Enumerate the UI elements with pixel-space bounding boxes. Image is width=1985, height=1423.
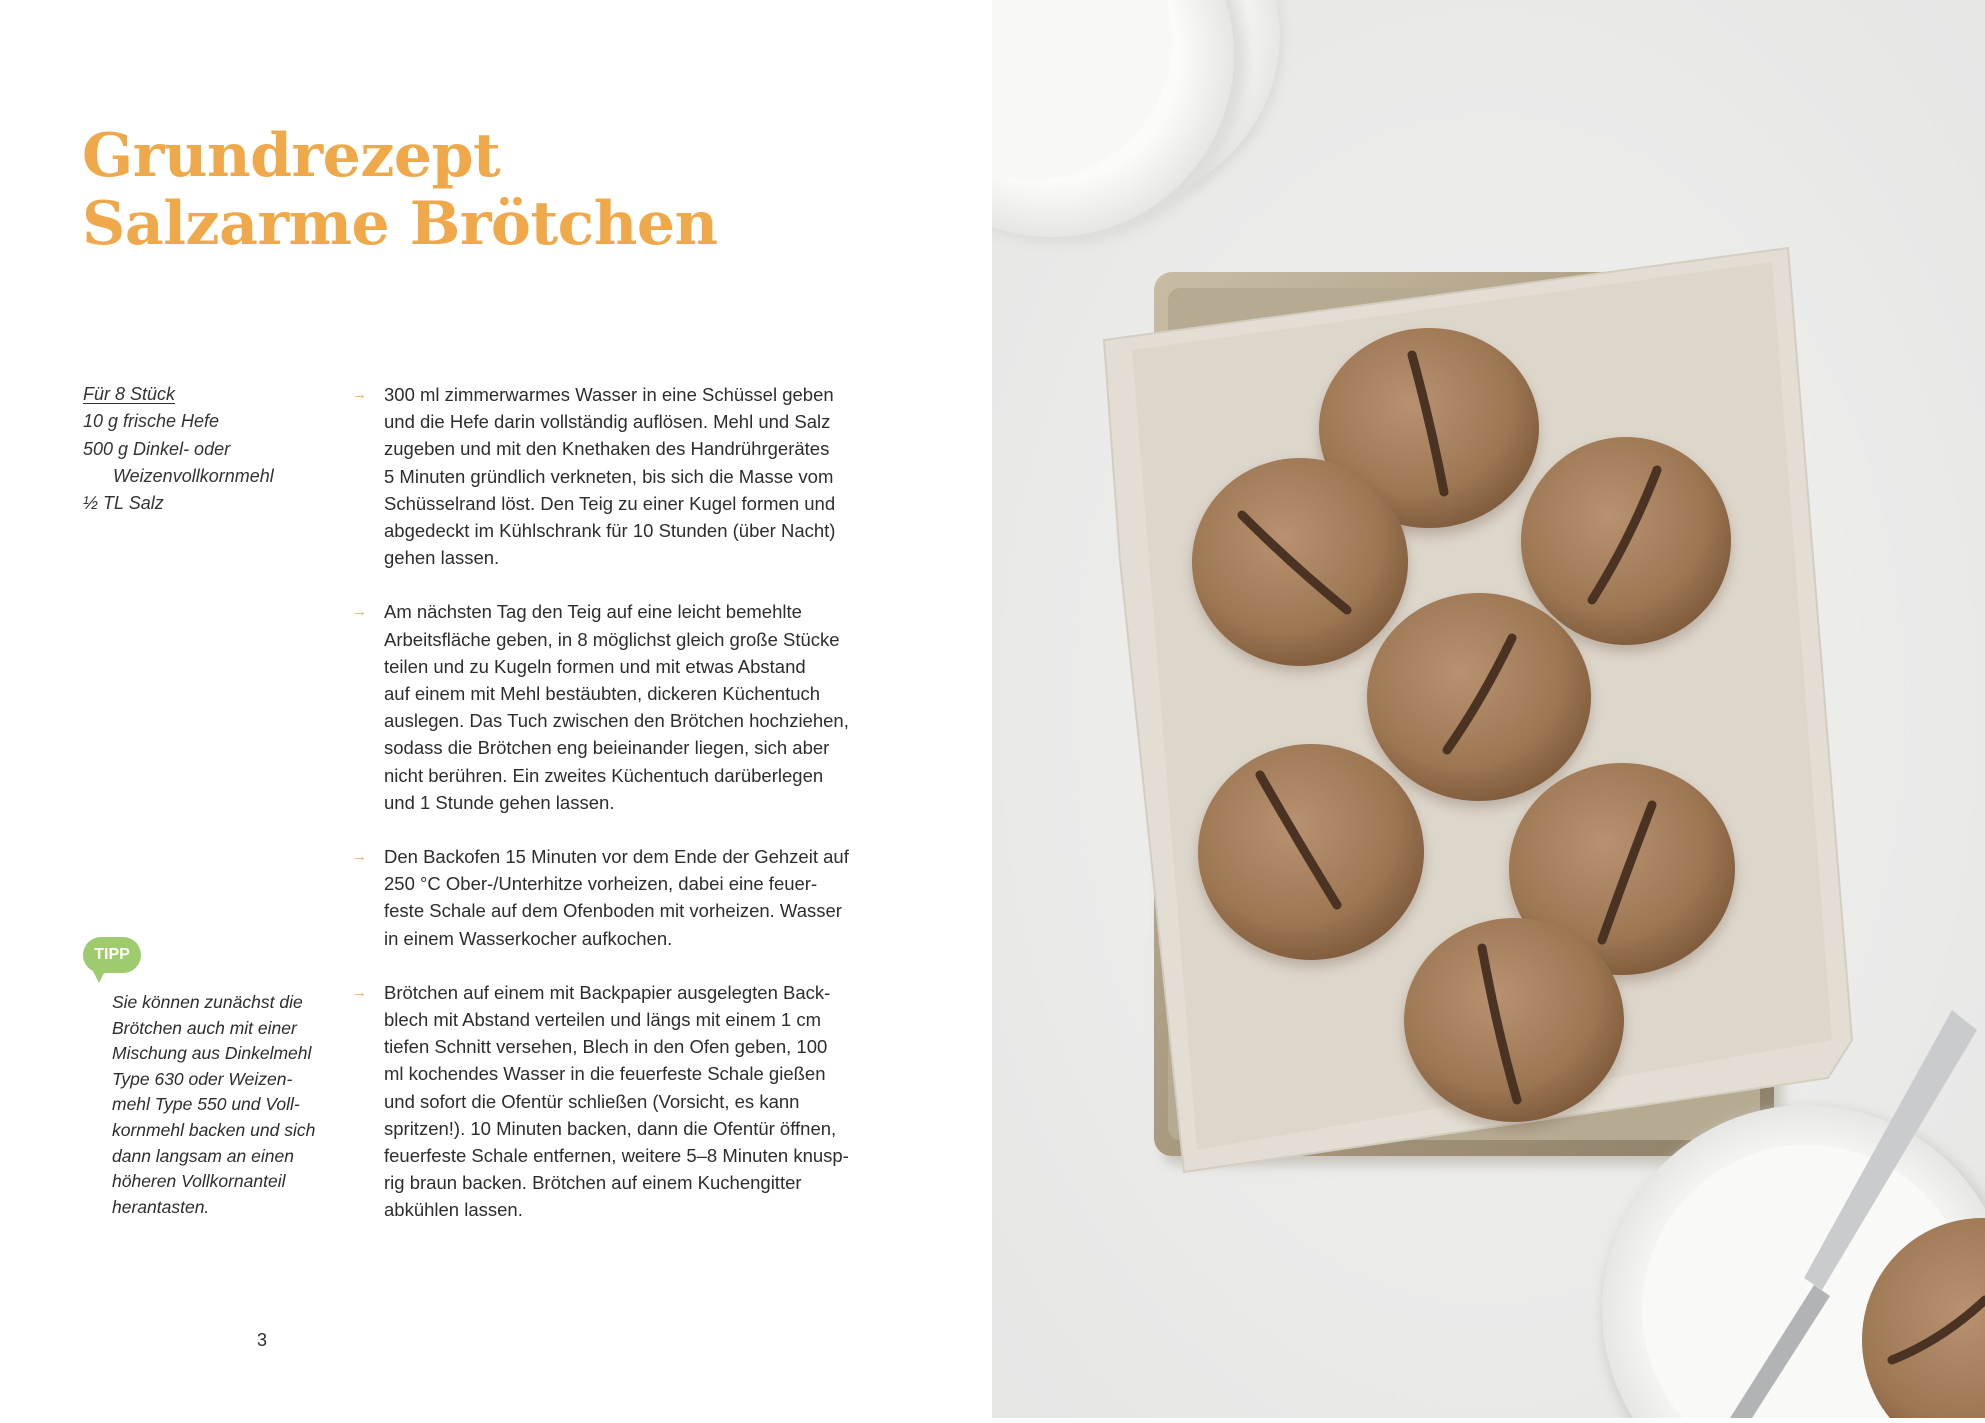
arrow-right-icon: →: [352, 848, 367, 866]
instruction-line: gehen lassen.: [384, 547, 500, 569]
arrow-right-icon: →: [352, 603, 367, 621]
instruction-line: rig braun backen. Brötchen auf einem Kuchengitter: [384, 1172, 802, 1194]
instruction-line: auslegen. Das Tuch zwischen den Brötchen hochziehen,: [384, 710, 849, 732]
arrow-right-icon: →: [352, 386, 367, 403]
bread-roll: [1367, 593, 1591, 808]
tip-line: herantasten.: [112, 1196, 210, 1217]
ingredient-item: 500 g Dinkel- oder: [83, 438, 231, 459]
instruction-line: sodass die Brötchen eng beieinander liegen, sich aber: [384, 737, 830, 759]
bread-roll: [1198, 744, 1424, 967]
tip-line: kornmehl backen und sich: [112, 1119, 316, 1140]
instruction-step: [352, 843, 882, 952]
tip-line: Sie können zunächst die: [112, 992, 303, 1012]
ingredient-item-continuation: Weizenvollkornmehl: [113, 465, 274, 486]
instruction-line: spritzen!). 10 Minuten backen, dann die Ofentür öffnen,: [384, 1117, 837, 1139]
instruction-line: zugeben und mit den Knethaken des Handrührgerätes: [384, 438, 830, 460]
instruction-line: tiefen Schnitt versehen, Blech in den Ofen geben, 100: [384, 1036, 828, 1058]
tip-badge: TIPP: [83, 937, 141, 973]
instruction-line: auf einem mit Mehl bestäubten, dickeren Küchentuch: [384, 683, 821, 705]
instruction-line: blech mit Abstand verteilen und längs mit einem 1 cm: [384, 1009, 822, 1031]
bread-roll: [1404, 918, 1624, 1129]
instruction-line: Schüsselrand löst. Den Teig zu einer Kugel formen und: [384, 492, 836, 514]
instruction-line: feste Schale auf dem Ofenboden mit vorheizen. Wasser: [384, 900, 842, 922]
instruction-line: abkühlen lassen.: [384, 1199, 523, 1221]
yield-label: Für 8 Stück: [83, 384, 176, 404]
instruction-line: feuerfeste Schale entfernen, weitere 5–8 Minuten knusp-: [384, 1145, 849, 1167]
recipe-title-line-2: Salzarme Brötchen: [82, 189, 718, 259]
tip-line: dann langsam an einen: [112, 1145, 294, 1166]
ingredient-item: ½ TL Salz: [83, 493, 164, 514]
tip-line: Mischung aus Dinkelmehl: [112, 1043, 312, 1064]
instruction-line: ml kochendes Wasser in die feuerfeste Schale gießen: [384, 1063, 826, 1085]
instruction-line: 300 ml zimmerwarmes Wasser in eine Schüssel geben: [384, 384, 834, 405]
tip-text: [112, 990, 352, 1220]
instruction-line: Den Backofen 15 Minuten vor dem Ende der Gehzeit auf: [384, 846, 849, 868]
recipe-title-line-1: Grundrezept: [82, 121, 501, 191]
bread-rolls-illustration: [992, 0, 1985, 1418]
tip-line: Type 630 oder Weizen-: [112, 1068, 293, 1089]
bread-rolls-photo: [992, 0, 1985, 1418]
tip-line: mehl Type 550 und Voll-: [112, 1094, 300, 1115]
instruction-line: nicht berühren. Ein zweites Küchentuch darüberlegen: [384, 764, 824, 786]
instruction-line: und die Hefe darin vollständig auflösen. Mehl und Salz: [384, 411, 831, 433]
instruction-line: und 1 Stunde gehen lassen.: [384, 791, 615, 813]
instruction-line: Brötchen auf einem mit Backpapier ausgelegten Back-: [384, 981, 831, 1003]
instruction-step: [352, 598, 882, 816]
instruction-line: in einem Wasserkocher aufkochen.: [384, 927, 673, 949]
bread-roll: [1192, 458, 1408, 672]
instruction-step: [352, 381, 882, 571]
tip-line: Brötchen auch mit einer: [112, 1017, 297, 1038]
arrow-right-icon: →: [352, 983, 367, 1001]
page-number: 3: [257, 1330, 268, 1350]
instruction-line: 250 °C Ober-/Unterhitze vorheizen, dabei eine feuer-: [384, 873, 818, 895]
tip-line: höheren Vollkornanteil: [112, 1171, 286, 1192]
instruction-line: Am nächsten Tag den Teig auf eine leicht bemehlte: [384, 601, 802, 623]
recipe-title: [82, 122, 718, 258]
instruction-line: 5 Minuten gründlich verkneten, bis sich die Masse vom: [384, 465, 834, 487]
instruction-line: abgedeckt im Kühlschrank für 10 Stunden (über Nacht): [384, 520, 836, 542]
instruction-line: teilen und zu Kugeln formen und mit etwas Abstand: [384, 655, 806, 677]
ingredient-item: 10 g frische Hefe: [83, 411, 220, 432]
instruction-line: Arbeitsfläche geben, in 8 möglichst gleich große Stücke: [384, 628, 840, 650]
ingredient-list: [83, 381, 323, 517]
instruction-line: und sofort die Ofentür schließen (Vorsicht, es kann: [384, 1090, 800, 1112]
recipe-page: [0, 0, 992, 1418]
instruction-steps: [352, 381, 882, 1251]
instruction-step: [352, 979, 882, 1224]
